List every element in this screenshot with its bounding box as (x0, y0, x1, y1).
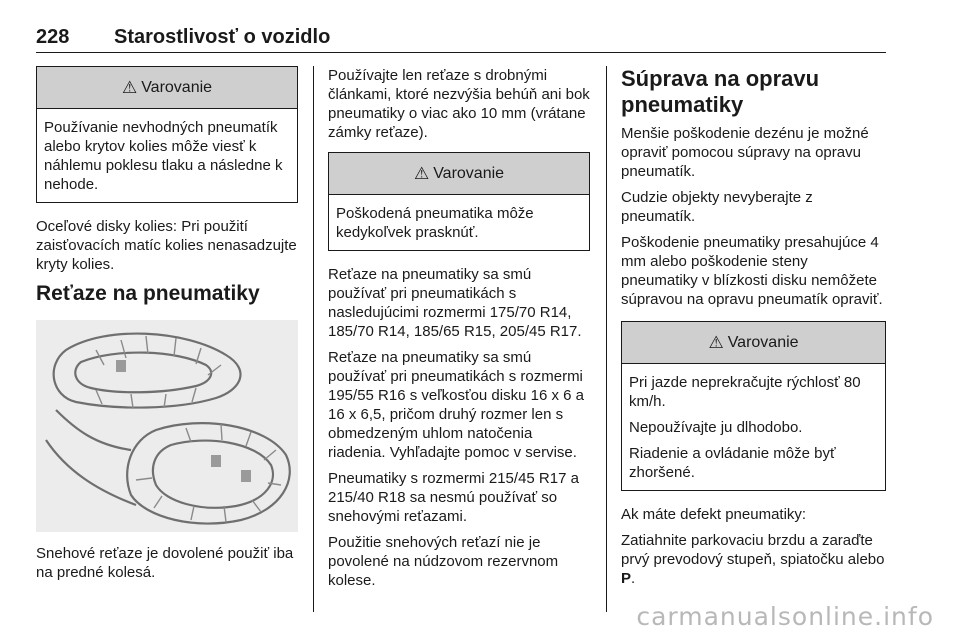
section-heading-repair-kit: Súprava na opravu pneumatiky (621, 66, 820, 117)
paragraph: Používajte len reťaze s drobnými článkami, ktoré nezvýšia behúň ani bok pneumatiky o viac ako 10 mm (vrátane zámky reťaze). (328, 67, 590, 141)
warning-label: Varovanie (727, 333, 799, 351)
page-number: 228 (36, 26, 70, 48)
warning-triangle-icon: ⚠ (708, 333, 724, 352)
warning-text: Poškodená pneumatika môže kedykoľvek prasknúť. (336, 205, 534, 241)
warning-box-2 (328, 152, 590, 251)
tire-chains-illustration (36, 320, 298, 532)
column-2 (328, 66, 590, 597)
gear-p-label: P (621, 570, 632, 587)
paragraph: Menšie poškodenie dezénu je možné opraviť pomocou súpravy na opravu pneumatík. (621, 125, 869, 180)
warning-header (622, 322, 885, 364)
column-divider-2 (606, 66, 607, 612)
section-heading-tire-chains: Reťaze na pneumatiky (36, 282, 260, 305)
tire-chains-drawing (36, 320, 298, 532)
figure-caption: Snehové reťaze je dovolené použiť iba na predné kolesá. (36, 545, 294, 581)
warning-text: Používanie nevhodných pneumatík alebo krytov kolies môže viesť k náhlemu poklesu tlaku a následne k nehode. (44, 119, 283, 193)
warning-text: Nepoužívajte ju dlhodobo. (629, 419, 803, 436)
paragraph-end: . (631, 570, 636, 587)
warning-box-1 (36, 66, 298, 203)
header-rule (36, 52, 886, 53)
warning-text: Pri jazde neprekračujte rýchlosť 80 km/h. (629, 374, 861, 410)
watermark (0, 602, 960, 631)
warning-text: Riadenie a ovládanie môže byť zhoršené. (629, 445, 836, 481)
column-1 (36, 66, 298, 589)
warning-header (329, 153, 589, 195)
paragraph: Cudzie objekty nevyberajte z pneumatík. (621, 189, 813, 225)
warning-header (37, 67, 297, 109)
warning-label: Varovanie (141, 78, 213, 96)
paragraph: Poškodenie pneumatiky presahujúce 4 mm alebo poškodenie steny pneumatiky v blízkosti disku nemôžete súpravou na opravu pneumatík opraviť. (621, 234, 883, 308)
warning-box-3 (621, 321, 886, 491)
paragraph: Ak máte defekt pneumatiky: (621, 506, 807, 523)
paragraph: Použitie snehových reťazí nie je povolené na núdzovom rezervnom kolese. (328, 534, 559, 589)
paragraph: Reťaze na pneumatiky sa smú používať pri pneumatikách s rozmermi 195/55 R16 s veľkosťou disku 16 x 6 a 16 x 6,5, pričom druhý rozmer len s obmedzeným uhlom natočenia riadenia. Vyhľadajte pomoc v servise. (328, 349, 584, 461)
paragraph: Oceľové disky kolies: Pri použití zaisťovacích matíc kolies nenasadzujte kryty kolies. (36, 218, 297, 273)
paragraph: Reťaze na pneumatiky sa smú používať pri pneumatikách s nasledujúcimi rozmermi 175/70 R14, 185/70 R14, 185/65 R15, 205/45 R17. (328, 266, 582, 340)
running-title: Starostlivosť o vozidlo (114, 26, 331, 48)
paragraph-text: Zatiahnite parkovaciu brzdu a zaraďte prvý prevodový stupeň, spiatočku alebo (621, 532, 885, 568)
column-3 (621, 66, 886, 595)
paragraph: Pneumatiky s rozmermi 215/45 R17 a 215/40 R18 sa nesmú používať so snehovými reťazami. (328, 470, 579, 525)
column-divider-1 (313, 66, 314, 612)
warning-label: Varovanie (433, 164, 505, 182)
paragraph (621, 531, 886, 588)
watermark-text: carmanualsonline.info (636, 602, 934, 631)
warning-triangle-icon: ⚠ (121, 78, 138, 97)
warning-triangle-icon: ⚠ (413, 164, 430, 183)
